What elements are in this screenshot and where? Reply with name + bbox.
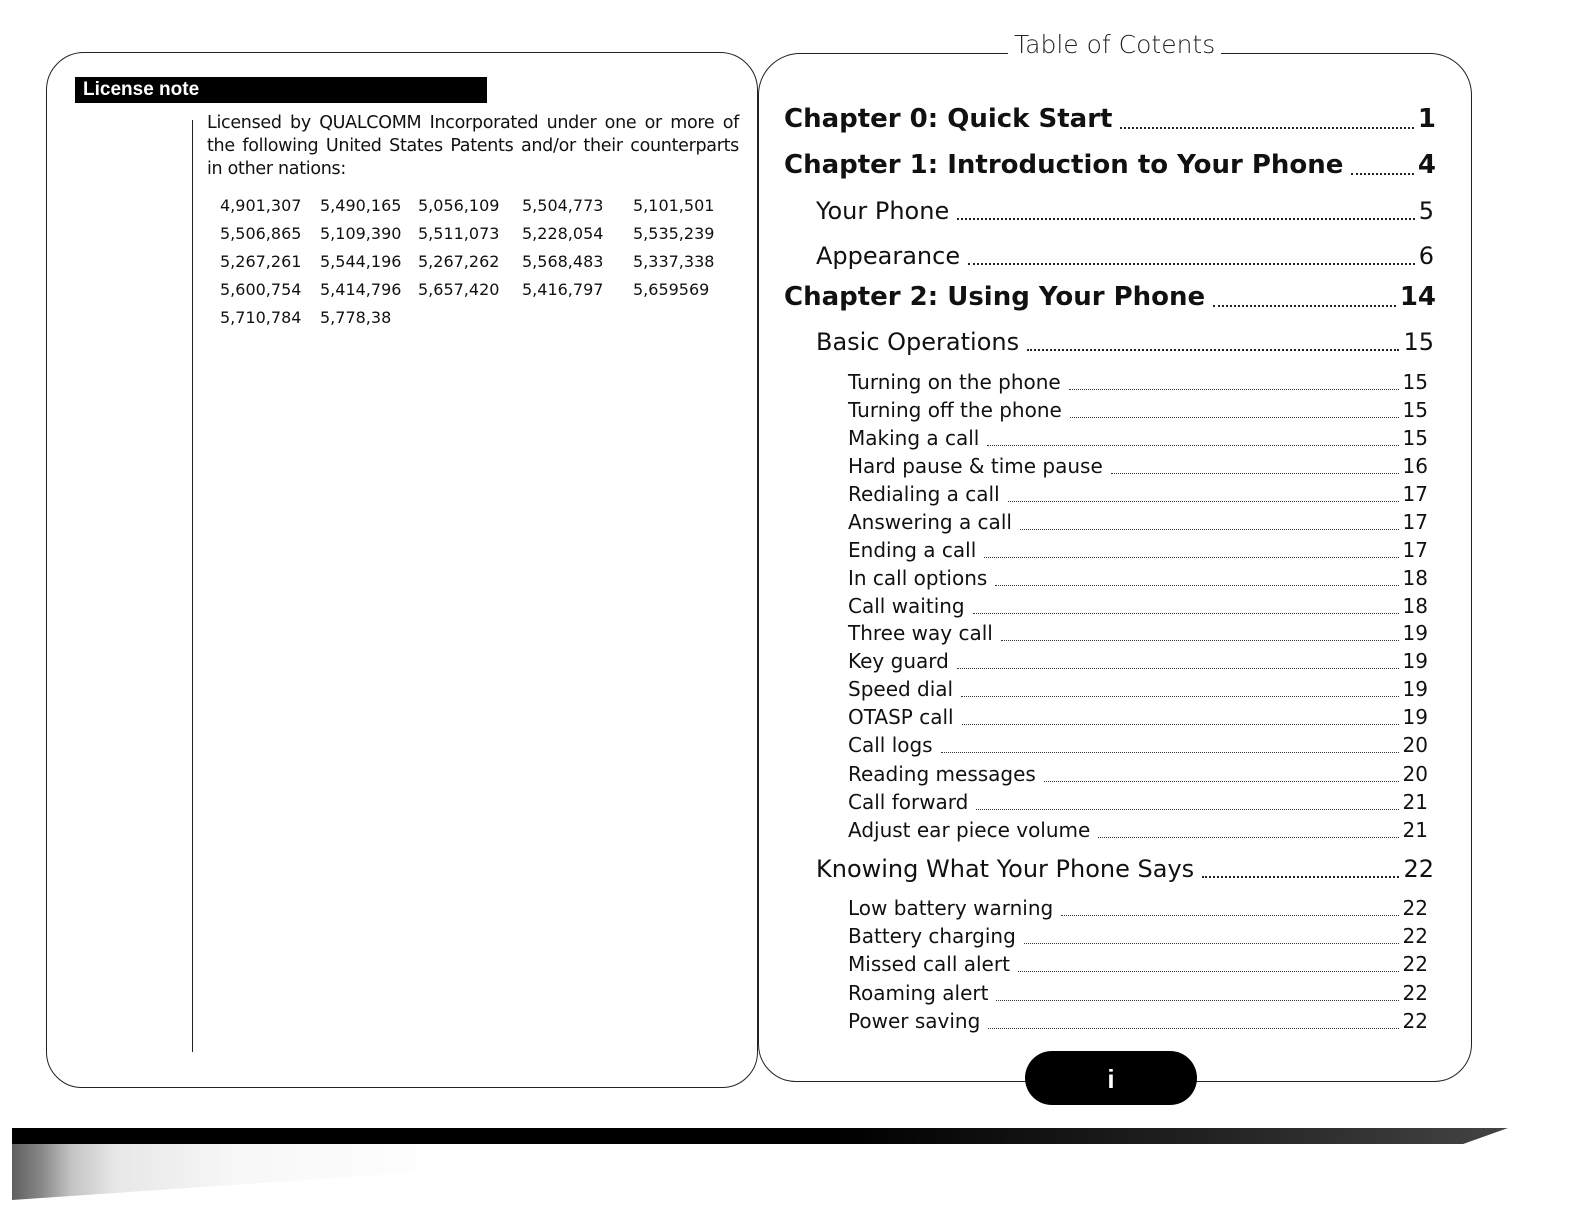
bottom-scan-band	[12, 1128, 1508, 1144]
toc-leader-dots	[1120, 127, 1413, 129]
toc-entry-page: 19	[1402, 649, 1428, 673]
toc-entry[interactable]	[848, 1009, 1428, 1033]
patent-list	[220, 196, 740, 336]
patent-number: 5,228,054	[522, 224, 604, 243]
toc-entry-page: 15	[1402, 398, 1428, 422]
toc-entry-page: 15	[1403, 328, 1434, 356]
toc-entry-title: Redialing a call	[848, 482, 1000, 506]
license-text: Licensed by QUALCOMM Incorporated under one or more of the following United States Patents and/or their counterparts in other nations:	[207, 113, 739, 179]
toc-entry-page: 6	[1418, 242, 1434, 270]
patent-number: 5,659569	[633, 280, 710, 299]
toc-entry-title: Battery charging	[848, 924, 1016, 948]
patent-number: 5,778,38	[320, 308, 392, 327]
toc-entry-title: Knowing What Your Phone Says	[816, 855, 1195, 883]
patent-number: 5,544,196	[320, 252, 402, 271]
toc-entry-title: Call forward	[848, 790, 969, 814]
patent-number: 5,101,501	[633, 196, 715, 215]
toc-leader-dots	[1020, 529, 1399, 530]
toc-entry-page: 20	[1402, 762, 1428, 786]
toc-leader-dots	[1351, 173, 1413, 175]
toc-leader-dots	[961, 696, 1398, 697]
toc-entry[interactable]	[816, 197, 1434, 225]
patent-row	[220, 196, 740, 224]
toc-entry[interactable]	[848, 952, 1428, 976]
toc-leader-dots	[987, 445, 1398, 446]
toc-entry-page: 20	[1402, 733, 1428, 757]
toc-leader-dots	[1001, 640, 1399, 641]
toc-entry[interactable]	[848, 733, 1428, 757]
toc-entry-title: Basic Operations	[816, 328, 1020, 356]
toc-entry-page: 22	[1402, 924, 1428, 948]
toc-entry-page: 22	[1402, 896, 1428, 920]
toc-leader-dots	[1044, 781, 1399, 782]
toc-entry-page: 1	[1417, 104, 1436, 134]
toc-entry-title: Turning on the phone	[848, 370, 1061, 394]
patent-number: 4,901,307	[220, 196, 302, 215]
toc-entry-page: 19	[1402, 677, 1428, 701]
toc-entry-page: 14	[1399, 282, 1436, 312]
toc-entry-title: Speed dial	[848, 677, 954, 701]
toc-entry[interactable]	[848, 896, 1428, 920]
toc-entry-page: 17	[1402, 538, 1428, 562]
toc-entry[interactable]	[784, 282, 1436, 312]
toc-entry[interactable]	[848, 370, 1428, 394]
toc-leader-dots	[968, 263, 1415, 265]
toc-leader-dots	[1070, 417, 1399, 418]
toc-entry-title: Chapter 1: Introduction to Your Phone	[784, 150, 1344, 180]
patent-number: 5,109,390	[320, 224, 402, 243]
toc-header: Table of Cotents	[1008, 30, 1221, 60]
toc-leader-dots	[976, 809, 1398, 810]
toc-entry[interactable]	[816, 328, 1434, 356]
toc-entry-title: In call options	[848, 566, 988, 590]
toc-entry-page: 16	[1402, 454, 1428, 478]
patent-number: 5,535,239	[633, 224, 715, 243]
toc-entry-title: Your Phone	[816, 197, 950, 225]
patent-number: 5,337,338	[633, 252, 715, 271]
page-number-badge: i	[1025, 1051, 1197, 1105]
toc-entry-title: Reading messages	[848, 762, 1036, 786]
toc-entry[interactable]	[848, 398, 1428, 422]
toc-leader-dots	[962, 724, 1399, 725]
patent-number: 5,504,773	[522, 196, 604, 215]
toc-entry-title: Three way call	[848, 621, 993, 645]
toc-entry-page: 21	[1402, 790, 1428, 814]
toc-entry-page: 21	[1402, 818, 1428, 842]
patent-row	[220, 280, 740, 308]
toc-entry-title: Chapter 2: Using Your Phone	[784, 282, 1206, 312]
toc-leader-dots	[1024, 943, 1399, 944]
toc-entry-title: Power saving	[848, 1009, 981, 1033]
toc-entry[interactable]	[848, 510, 1428, 534]
patent-number: 5,511,073	[418, 224, 500, 243]
toc-entry[interactable]	[848, 426, 1428, 450]
patent-number: 5,267,262	[418, 252, 500, 271]
toc-leader-dots	[988, 1028, 1398, 1029]
patent-number: 5,657,420	[418, 280, 500, 299]
toc-entry[interactable]	[848, 981, 1428, 1005]
toc-leader-dots	[1008, 501, 1399, 502]
toc-entry-page: 5	[1418, 197, 1434, 225]
toc-leader-dots	[1027, 349, 1399, 351]
toc-leader-dots	[941, 752, 1399, 753]
toc-entry[interactable]	[848, 762, 1428, 786]
toc-entry-title: Adjust ear piece volume	[848, 818, 1091, 842]
toc-entry[interactable]	[848, 621, 1428, 645]
toc-entry[interactable]	[848, 677, 1428, 701]
toc-entry-page: 15	[1402, 426, 1428, 450]
toc-entry-title: Ending a call	[848, 538, 977, 562]
patent-row	[220, 308, 740, 336]
toc-entry[interactable]	[848, 454, 1428, 478]
toc-leader-dots	[984, 557, 1398, 558]
toc-entry-title: Key guard	[848, 649, 949, 673]
toc-entry-title: Hard pause & time pause	[848, 454, 1103, 478]
toc-entry-title: Turning off the phone	[848, 398, 1062, 422]
toc-leader-dots	[1069, 389, 1399, 390]
toc-entry[interactable]	[848, 538, 1428, 562]
patent-number: 5,490,165	[320, 196, 402, 215]
left-margin-rule	[192, 120, 193, 1052]
bottom-scan-shade	[12, 1144, 752, 1200]
toc-entry[interactable]	[848, 818, 1428, 842]
toc-leader-dots	[957, 668, 1399, 669]
toc-entry[interactable]	[784, 104, 1436, 134]
toc-entry[interactable]	[848, 566, 1428, 590]
toc-entry-title: Low battery warning	[848, 896, 1054, 920]
patent-number: 5,600,754	[220, 280, 302, 299]
toc-entry-page: 22	[1402, 952, 1428, 976]
patent-number: 5,056,109	[418, 196, 500, 215]
patent-number: 5,506,865	[220, 224, 302, 243]
toc-leader-dots	[1111, 473, 1399, 474]
toc-entry-page: 17	[1402, 482, 1428, 506]
toc-entry-title: Roaming alert	[848, 981, 989, 1005]
toc-entry-title: Answering a call	[848, 510, 1012, 534]
toc-leader-dots	[957, 218, 1415, 220]
patent-number: 5,710,784	[220, 308, 302, 327]
toc-leader-dots	[996, 1000, 1398, 1001]
toc-entry[interactable]	[816, 242, 1434, 270]
patent-number: 5,416,797	[522, 280, 604, 299]
toc-entry[interactable]	[848, 649, 1428, 673]
toc-entry-page: 19	[1402, 705, 1428, 729]
toc-leader-dots	[1061, 915, 1398, 916]
patent-row	[220, 224, 740, 252]
toc-entry-title: OTASP call	[848, 705, 954, 729]
toc-entry-title: Appearance	[816, 242, 961, 270]
toc-entry-page: 18	[1402, 566, 1428, 590]
toc-entry[interactable]	[848, 594, 1428, 618]
toc-leader-dots	[1202, 876, 1399, 878]
toc-entry-title: Chapter 0: Quick Start	[784, 104, 1113, 134]
toc-entry-page: 17	[1402, 510, 1428, 534]
patent-number: 5,267,261	[220, 252, 302, 271]
license-note-heading: License note	[75, 77, 487, 103]
toc-entry[interactable]	[784, 150, 1436, 180]
patent-row	[220, 252, 740, 280]
toc-entry-title: Making a call	[848, 426, 980, 450]
toc-entry-page: 19	[1402, 621, 1428, 645]
toc-leader-dots	[973, 613, 1399, 614]
toc-entry-title: Call logs	[848, 733, 933, 757]
toc-entry[interactable]	[848, 482, 1428, 506]
toc-entry[interactable]	[848, 790, 1428, 814]
toc-leader-dots	[1098, 837, 1398, 838]
toc-entry-page: 22	[1402, 1009, 1428, 1033]
toc-entry-title: Call waiting	[848, 594, 965, 618]
toc-entry-page: 15	[1402, 370, 1428, 394]
toc-entry-title: Missed call alert	[848, 952, 1010, 976]
toc-entry[interactable]	[816, 855, 1434, 883]
toc-entry-page: 22	[1402, 981, 1428, 1005]
toc-entry-page: 18	[1402, 594, 1428, 618]
patent-number: 5,568,483	[522, 252, 604, 271]
toc-entry-page: 22	[1403, 855, 1434, 883]
patent-number: 5,414,796	[320, 280, 402, 299]
toc-leader-dots	[995, 585, 1398, 586]
toc-entry-page: 4	[1417, 150, 1436, 180]
toc-entry[interactable]	[848, 924, 1428, 948]
toc-entry[interactable]	[848, 705, 1428, 729]
toc-leader-dots	[1213, 305, 1396, 307]
toc-leader-dots	[1018, 971, 1399, 972]
